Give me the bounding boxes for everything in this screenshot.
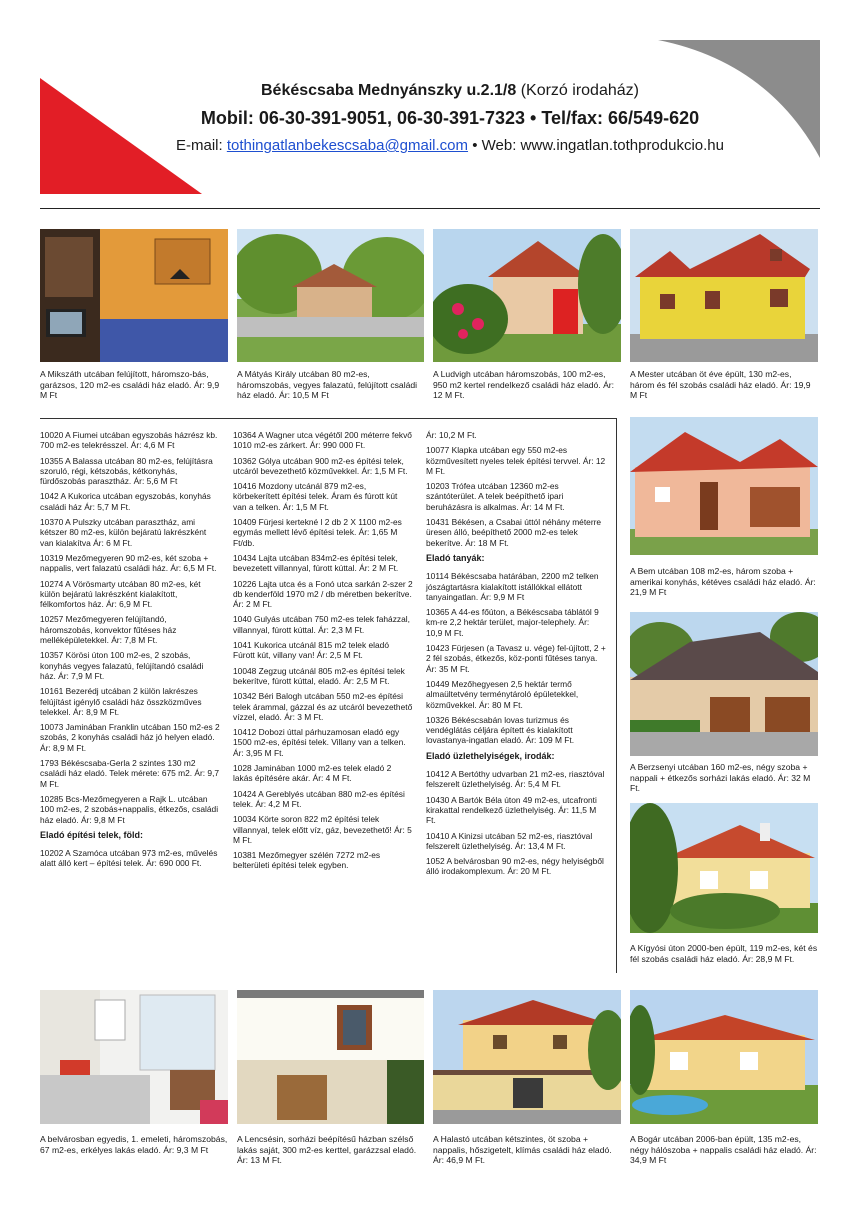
photo-kigyosi-house bbox=[630, 803, 818, 933]
photo-bogar-house bbox=[630, 990, 818, 1124]
list-item: 10431 Békésen, a Csabai úttól néhány méterre üresen álló, beépíthető 2000 m2-es telek bekerítve. Ár: 18 M Ft. bbox=[426, 517, 602, 548]
list-item: 10370 A Pulszky utcában parasztház, ami kétszer 80 m2-es, külön bejáratú lakrészként van kialakítva Ár: 6 M Ft. bbox=[40, 517, 207, 548]
list-item: 10434 Lajta utcában 834m2-es építési telek, bevezetett villannyal, fúrott kúttal. Ár: 2 M Ft. bbox=[233, 552, 399, 574]
list-item: 10412 A Bertóthy udvarban 21 m2-es, riasztóval felszerelt üzlethelyiség. Ár: 5,4 M Ft. bbox=[426, 769, 605, 790]
contact-line bbox=[150, 137, 750, 154]
list-item: 10364 A Wagner utca végétől 200 méterre fekvő 1010 m2-es zárkert. Ár: 990 000 Ft. bbox=[233, 430, 412, 451]
section-heading-telek: Eladó építési telek, föld: bbox=[40, 829, 144, 840]
list-item: 10285 Bcs-Mezőmegyeren a Rajk L. utcában 100 m2-es, 2 szobás+nappalis, étkezős, családi ház eladó. Ár: 9,8 M Ft bbox=[40, 793, 219, 825]
photo-berzsenyi-house bbox=[630, 612, 818, 756]
list-item: 1041 Kukorica utcánál 815 m2 telek eladó Fúrott kút, villany van! Ár: 2,5 M Ft. bbox=[233, 640, 389, 661]
listings-column-3 bbox=[426, 430, 606, 882]
email-link[interactable]: tothingatlanbekescsaba@gmail.com bbox=[226, 137, 469, 154]
phone-numbers: Mobil: 06-30-391-9051, 06-30-391-7323 • Tel/fax: 66/549-620 bbox=[200, 108, 700, 128]
photo-halasto-house bbox=[433, 990, 621, 1124]
photo-mester-house bbox=[630, 229, 818, 362]
photo-matyas-kiraly-house bbox=[237, 229, 424, 362]
list-item: 10409 Fürjesi kertekné l 2 db 2 X 1100 m2-es egymás mellett lévő építési telek. Ár: 1,65 M Ft/db. bbox=[233, 517, 402, 548]
caption-lencsesi: A Lencsésin, sorházi beépítésű házban szélső lakás saját, 300 m2-es kerttel, garázzsal eladó. Ár: 13 M Ft. bbox=[237, 1134, 417, 1165]
list-item: 10114 Békéscsaba határában, 2200 m2 telken jószágtartásra kialakított istállókkal ellátott tanyaingatlan. Ár: 9,9 M Ft bbox=[426, 571, 599, 602]
caption-berzsenyi: A Berzsenyi utcában 160 m2-es, négy szoba + nappali + étkezős sorházi lakás eladó. Ár: 32 M Ft. bbox=[630, 762, 811, 793]
caption-ludvigh: A Ludvigh utcában háromszobás, 100 m2-es, 950 m2 kertel rendelkező családi ház eladó. Ár: 12 M Ft. bbox=[433, 369, 615, 400]
header-divider bbox=[40, 208, 820, 209]
list-item: 10424 A Gereblyés utcában 880 m2-es építési telek. Ár: 4,2 M Ft. bbox=[233, 788, 405, 809]
list-item: 10410 A Kinizsi utcában 52 m2-es, riasztóval felszerelt üzlethelyiség. Ár: 13,4 M Ft. bbox=[426, 830, 593, 851]
list-item: 10362 Gólya utcában 900 m2-es építési telek, utcáról bevezethető közművekkel. Ár: 1,5 M Ft. bbox=[233, 455, 408, 476]
list-item: 10203 Trófea utcában 12360 m2-es szántóterület. A telek beépíthető ipari beruházásra is alkalmas. Ár: 14 M Ft. bbox=[426, 481, 565, 512]
list-item: 10257 Mezőmegyeren felújítandó, háromszobás, konvektor fűtéses ház melléképületekkel. Ár: 7,8 M Ft. bbox=[40, 614, 177, 646]
list-item: 10342 Béri Balogh utcában 550 m2-es építési telek árammal, gázzal és az utcáról bevezethető vízzel, eladó. Ár: 3 M Ft. bbox=[233, 691, 413, 722]
list-item: 1793 Békéscsaba-Gerla 2 szintes 130 m2 családi ház eladó. Telek mérete: 675 m2. Ár: 9,7 M Ft. bbox=[40, 758, 220, 789]
list-item: 10319 Mezőmegyeren 90 m2-es, két szoba + nappalis, vert falazatú családi ház. Ár: 6,5 M Ft. bbox=[40, 552, 217, 574]
caption-bogar: A Bogár utcában 2006-ban épült, 135 m2-es, négy hálószoba + nappalis családi ház eladó. Ár: 34,9 M Ft bbox=[630, 1134, 817, 1165]
list-item: 10161 Bezerédj utcában 2 külön lakrészes felújítást igénylő családi ház összközműves telekkel. Ár: 8,9 M Ft. bbox=[40, 686, 202, 717]
address-text: Békéscsaba Mednyánszky u.2.1/8 bbox=[261, 82, 517, 99]
list-item: 10430 A Bartók Béla úton 49 m2-es, utcafronti kirakattal rendelkező üzlethelyiség. Ár: 11,5 M Ft. bbox=[426, 794, 597, 826]
list-item: 10412 Dobozi úttal párhuzamosan eladó egy 1500 m2-es, építési telek. Villany van a telken. Ár: 3,95 M Ft. bbox=[233, 727, 406, 758]
list-item: 10381 Mezőmegyer szélén 7272 m2-es belterületi építési telek egyben. bbox=[233, 850, 381, 871]
list-item: 1040 Gulyás utcában 750 m2-es telek faházzal, villannyal, fúrott kúttal. Ár: 2,3 M Ft. bbox=[233, 614, 410, 635]
list-item: 10365 A 44-es főúton, a Békéscsaba táblától 9 km-re 2,2 hektár terület, major-telephely. Ár: 10,9 M Ft. bbox=[426, 607, 599, 638]
caption-matyas-kiraly: A Mátyás Király utcában 80 m2-es, háromszobás, vegyes falazatú, felújított családi ház eladó. Ár: 10,5 M Ft bbox=[237, 369, 418, 400]
caption-bem: A Bem utcában 108 m2-es, három szoba + amerikai konyhás, kétéves családi ház eladó. Ár: 21,9 M Ft bbox=[630, 566, 816, 597]
list-item: 10449 Mezőhegyesen 2,5 hektár termő almaültetvény terménytároló épületekkel, közművekkel. Ár: 80 M Ft. bbox=[426, 678, 579, 710]
caption-mikszath: A Mikszáth utcában felújított, háromszo-bás, garázsos, 120 m2-es családi ház eladó. Ár: 9,9 M Ft bbox=[40, 369, 220, 400]
caption-halasto: A Halastó utcában kétszintes, öt szoba + nappalis, hőszigetelt, klímás családi ház eladó. Ár: 46,9 M Ft. bbox=[433, 1134, 612, 1165]
photo-mikszath-interior bbox=[40, 229, 228, 362]
list-item: 10226 Lajta utca és a Fonó utca sarkán 2-szer 2 db kenderföld 1970 m2 / db méretben bekerítve. Ár: 2 M Ft. bbox=[233, 578, 413, 610]
caption-mester: A Mester utcában öt éve épült, 130 m2-es, három és fél szobás családi ház eladó. Ár: 19,9 M Ft bbox=[630, 369, 811, 400]
caption-kigyosi: A Kígyósi úton 2000-ben épült, 119 m2-es, két és fél szobás családi ház eladó. Ár: 28,9 M Ft. bbox=[630, 943, 818, 964]
photo-ludvigh-house bbox=[433, 229, 621, 362]
list-item: 10326 Békéscsabán lovas turizmus és vendéglátás céljára épített és kialakított lovastanya-ingatlan eladó. Ár: 109 M Ft. bbox=[426, 714, 575, 746]
listings-column-2 bbox=[233, 430, 413, 876]
list-item: 10034 Körte soron 822 m2 építési telek villannyal, telek előtt víz, gáz, bevezethető! Ár: 5 M Ft. bbox=[233, 814, 412, 845]
photo-bem-house bbox=[630, 417, 818, 555]
caption-belvaros: A belvárosban egyedis, 1. emeleti, háromszobás, 67 m2-es, erkélyes lakás eladó. Ár: 9,3 M Ft bbox=[40, 1134, 228, 1155]
list-item: 10416 Mozdony utcánál 879 m2-es, körbekerített építési telek. Áram és fúrott kút van a telken. Ár: 1,5 M Ft. bbox=[233, 481, 398, 512]
section-heading-uzlet: Eladó üzlethelyiségek, irodák: bbox=[426, 750, 555, 761]
list-item: 10077 Klapka utcában egy 550 m2-es közművesített nyeles telek építési tervvel. Ár: 12 M Ft. bbox=[426, 445, 606, 476]
list-item: 1042 A Kukorica utcában egyszobás, konyhás családi ház Ár: 5,7 M Ft. bbox=[40, 491, 211, 512]
list-item: 10202 A Szamóca utcában 973 m2-es, művelés alatt álló kert – építési telek. Ár: 690 000 Ft. bbox=[40, 848, 218, 869]
web-address: • Web: www.ingatlan.tothprodukcio.hu bbox=[472, 137, 724, 154]
list-item: 1028 Jaminában 1000 m2-es telek eladó 2 lakás építésére akár. Ár: 4 M Ft. bbox=[233, 763, 392, 784]
list-item: 10423 Fürjesen (a Tavasz u. vége) fel-újított, 2 + 2 fél szobás, étkezős, köz-ponti fűtéses tanya. Ár: 35 M Ft. bbox=[426, 643, 606, 674]
list-item: 10355 A Balassa utcában 80 m2-es, felújításra szoruló, régi, kétszobás, kétkonyhás, fürdőszobás parasztház. Ár: 5,6 M Ft bbox=[40, 455, 213, 487]
list-item: Ár: 10,2 M Ft. bbox=[426, 430, 477, 440]
email-label: E-mail: bbox=[175, 137, 223, 154]
list-item: 1052 A belvárosban 90 m2-es, négy helyiségből álló irodakomplexum. Ár: 20 M Ft. bbox=[426, 856, 604, 877]
listings-column-1 bbox=[40, 430, 220, 874]
office-address bbox=[150, 82, 750, 100]
list-item: 10048 Zegzug utcánál 805 m2-es építési telek bekerítve, fúrott kúttal, eladó. Ár: 2,5 M Ft. bbox=[233, 665, 405, 686]
list-item: 10020 A Fiumei utcában egyszobás házrész kb. 700 m2-es telekrésszel. Ár: 4,6 M Ft bbox=[40, 430, 218, 451]
list-item: 10274 A Vörösmarty utcában 80 m2-es, két külön bejáratú lakrészként kialakított, félkomfortos ház. Ár: 6,9 M Ft. bbox=[40, 578, 201, 610]
section-heading-tanyak: Eladó tanyák: bbox=[426, 552, 485, 563]
photo-belvaros-flat bbox=[40, 990, 228, 1124]
address-note: (Korzó irodaház) bbox=[520, 82, 639, 99]
list-item: 10073 Jaminában Franklin utcában 150 m2-es 2 szobás, 2 konyhás családi ház jó helyen eladó. Ár: 8,9 M Ft. bbox=[40, 722, 220, 753]
list-item: 10357 Körösi úton 100 m2-es, 2 szobás, konyhás vegyes falazatú, felújítandó családi ház. Ár: 7,9 M Ft. bbox=[40, 650, 204, 681]
photo-lencsesi-house bbox=[237, 990, 424, 1124]
